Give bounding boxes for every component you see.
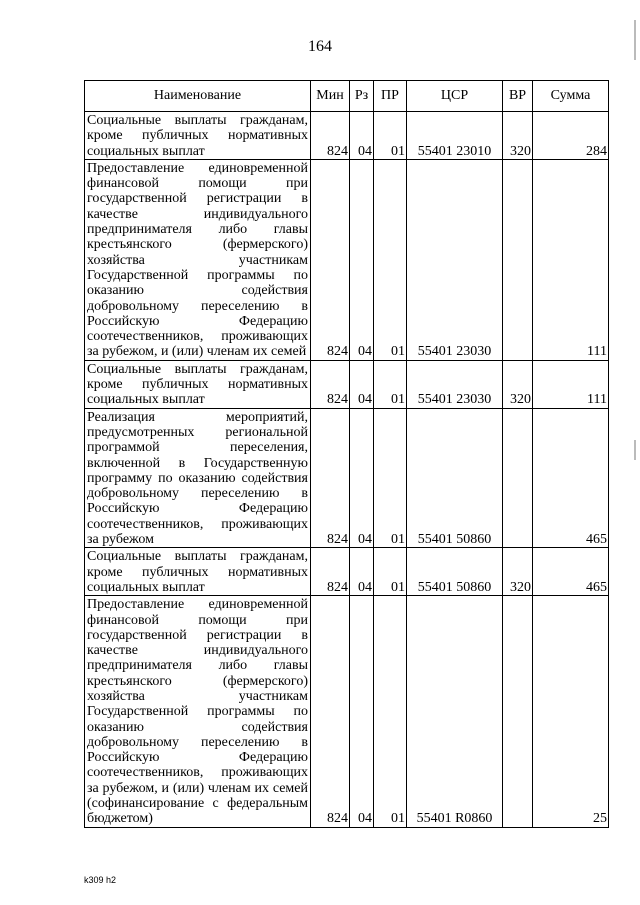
row-csr: 55401 R0860 xyxy=(407,596,503,827)
row-name: Предоставление единовременной финансовой помощи при государственной регистрации в качестве индивидуального предпринимателя либо главы крестьянского (фермерского) хозяйства участникам Государственной программы по оказанию содействия добровольному переселению в Российскую Федерацию соотечественников, проживающих за рубежом, и (или) членам их семей (софинансирование с федеральным бюджетом) xyxy=(85,596,311,827)
row-csr: 55401 23030 xyxy=(407,360,503,408)
row-vr xyxy=(503,408,533,548)
row-vr: 320 xyxy=(503,548,533,596)
row-min: 824 xyxy=(311,408,350,548)
scan-margin-mark xyxy=(634,440,636,460)
row-csr: 55401 50860 xyxy=(407,408,503,548)
header-sum: Сумма xyxy=(533,81,609,112)
header-vr: ВР xyxy=(503,81,533,112)
header-pr: ПР xyxy=(374,81,407,112)
scan-margin-mark xyxy=(634,20,636,60)
page-number: 164 xyxy=(308,38,332,55)
table-row xyxy=(85,408,609,548)
table-row xyxy=(85,548,609,596)
row-sum: 111 xyxy=(533,360,609,408)
header-rz: Рз xyxy=(350,81,374,112)
row-vr xyxy=(503,159,533,360)
row-name: Предоставление единовременной финансовой помощи при государственной регистрации в качестве индивидуального предпринимателя либо главы крестьянского (фермерского) хозяйства участникам Государственной программы по оказанию содействия добровольному переселению в Российскую Федерацию соотечественников, проживающих за рубежом, и (или) членам их семей xyxy=(85,159,311,360)
row-min: 824 xyxy=(311,548,350,596)
row-sum: 111 xyxy=(533,159,609,360)
row-name: Социальные выплаты гражданам, кроме публичных нормативных социальных выплат xyxy=(85,548,311,596)
row-rz: 04 xyxy=(350,360,374,408)
header-min: Мин xyxy=(311,81,350,112)
row-min: 824 xyxy=(311,112,350,160)
row-name: Социальные выплаты гражданам, кроме публичных нормативных социальных выплат xyxy=(85,360,311,408)
row-vr xyxy=(503,596,533,827)
footer-code: k309 h2 xyxy=(84,875,117,885)
header-name: Наименование xyxy=(85,81,311,112)
row-min: 824 xyxy=(311,159,350,360)
row-rz: 04 xyxy=(350,548,374,596)
row-pr: 01 xyxy=(374,596,407,827)
row-rz: 04 xyxy=(350,596,374,827)
row-rz: 04 xyxy=(350,408,374,548)
table-header-row xyxy=(85,81,609,112)
table-row xyxy=(85,159,609,360)
row-csr: 55401 50860 xyxy=(407,548,503,596)
row-vr: 320 xyxy=(503,112,533,160)
row-rz: 04 xyxy=(350,112,374,160)
row-rz: 04 xyxy=(350,159,374,360)
row-sum: 465 xyxy=(533,408,609,548)
table-row xyxy=(85,360,609,408)
row-pr: 01 xyxy=(374,360,407,408)
row-vr: 320 xyxy=(503,360,533,408)
row-pr: 01 xyxy=(374,408,407,548)
row-sum: 25 xyxy=(533,596,609,827)
row-sum: 465 xyxy=(533,548,609,596)
row-csr: 55401 23010 xyxy=(407,112,503,160)
budget-table xyxy=(84,80,609,828)
row-pr: 01 xyxy=(374,548,407,596)
table-row xyxy=(85,596,609,827)
row-csr: 55401 23030 xyxy=(407,159,503,360)
header-csr: ЦСР xyxy=(407,81,503,112)
row-sum: 284 xyxy=(533,112,609,160)
row-name: Реализация мероприятий, предусмотренных региональной программой переселения, включенной в Государственную программу по оказанию содействия добровольному переселению в Российскую Федерацию соотечественников, проживающих за рубежом xyxy=(85,408,311,548)
row-min: 824 xyxy=(311,596,350,827)
table-row xyxy=(85,112,609,160)
row-name: Социальные выплаты гражданам, кроме публичных нормативных социальных выплат xyxy=(85,112,311,160)
row-min: 824 xyxy=(311,360,350,408)
row-pr: 01 xyxy=(374,159,407,360)
row-pr: 01 xyxy=(374,112,407,160)
